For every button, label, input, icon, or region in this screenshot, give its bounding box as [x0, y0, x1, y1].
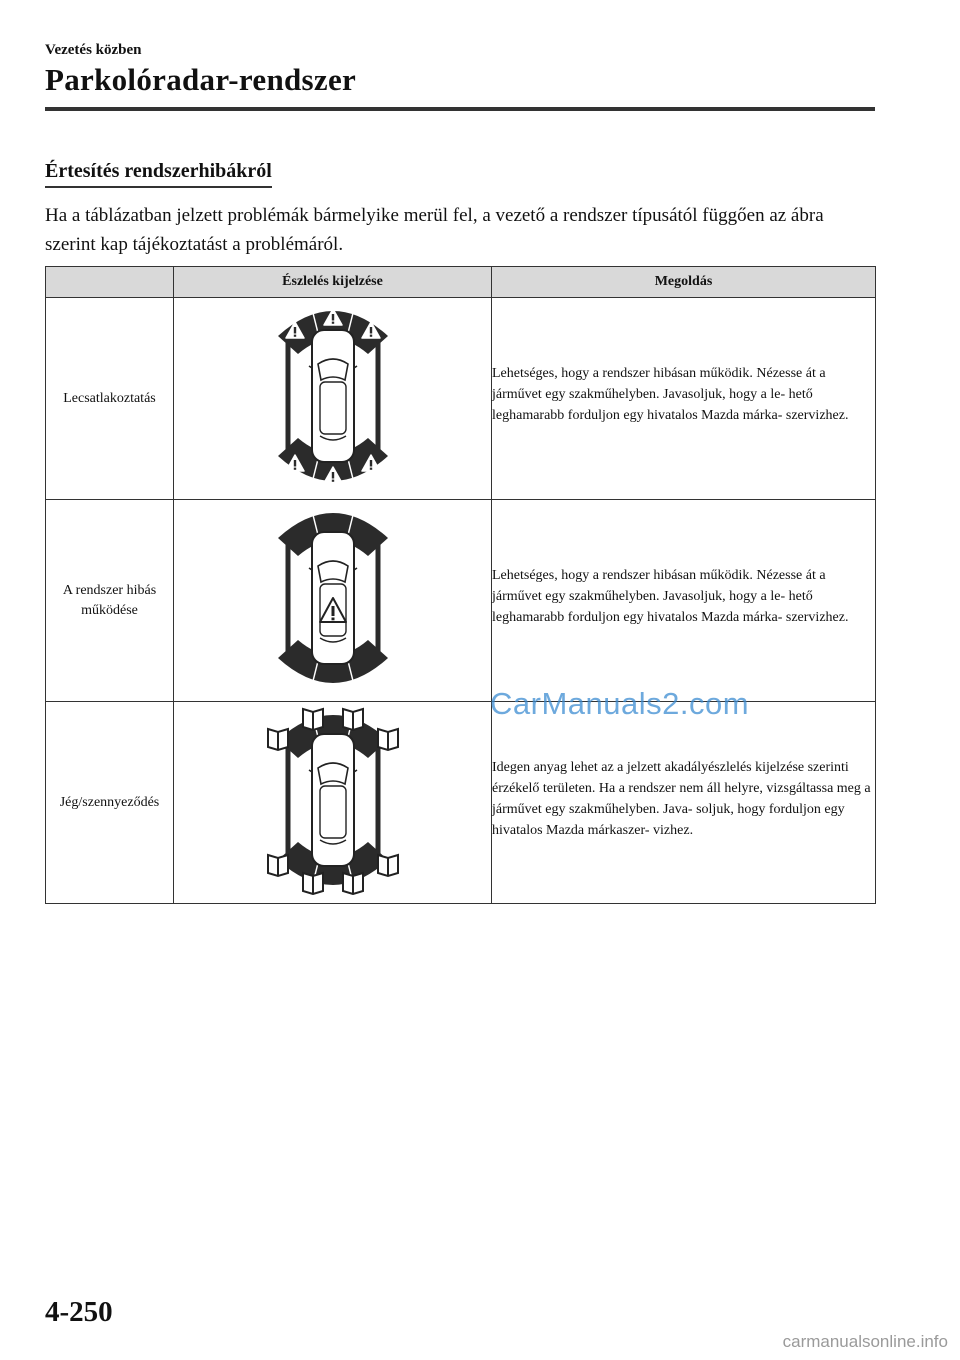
error-table — [45, 266, 876, 904]
row-label: Lecsatlakoztatás — [46, 298, 174, 500]
intro-paragraph: Ha a táblázatban jelzett problémák bármelyike merül fel, a vezető a rendszer típusától függően az ábra szerint kap tájékoztatást a problémáról. — [45, 205, 824, 255]
table-row — [46, 500, 876, 702]
section-label: Vezetés közben — [45, 42, 142, 58]
row-label: Jég/szennyeződés — [46, 702, 174, 904]
column-header-empty — [46, 267, 174, 298]
car-sensor-dirt-icon — [263, 705, 403, 900]
table-header-row — [46, 267, 876, 298]
page-number: 4-250 — [45, 1296, 113, 1328]
table-row — [46, 298, 876, 500]
car-sensor-warning-all-icon — [273, 301, 393, 496]
section-heading: Értesítés rendszerhibákról — [45, 160, 272, 188]
row-solution: Lehetséges, hogy a rendszer hibásan működik. Nézesse át a járművet egy szakműhelyben. Javasoljuk, hogy a le- hető leghamarabb forduljon egy hivatalos Mazda márka- szervizhez. — [492, 568, 849, 625]
table-row — [46, 702, 876, 904]
chapter-title: Parkolóradar-rendszer — [45, 62, 357, 97]
car-system-malfunction-icon — [273, 503, 393, 698]
title-rule — [45, 107, 875, 111]
row-solution: Lehetséges, hogy a rendszer hibásan működik. Nézesse át a járművet egy szakműhelyben. Javasoljuk, hogy a le- hető leghamarabb forduljon egy hivatalos Mazda márka- szervizhez. — [492, 366, 849, 423]
row-label: A rendszer hibás működése — [46, 500, 174, 702]
footer-site-mark: carmanualsonline.info — [782, 1332, 948, 1351]
column-header-display: Észlelés kijelzése — [174, 267, 492, 298]
watermark: CarManuals2.com — [490, 686, 750, 721]
column-header-solution: Megoldás — [492, 267, 876, 298]
row-solution: Idegen anyag lehet az a jelzett akadályészlelés kijelzése szerinti érzékelő területen. Ha a rendszer nem áll helyre, vizsgáltassa meg a járművet egy szakműhelyben. Java- soljuk, hogy forduljon egy hivatalos Mazda márkaszer- vizhez. — [492, 759, 871, 838]
